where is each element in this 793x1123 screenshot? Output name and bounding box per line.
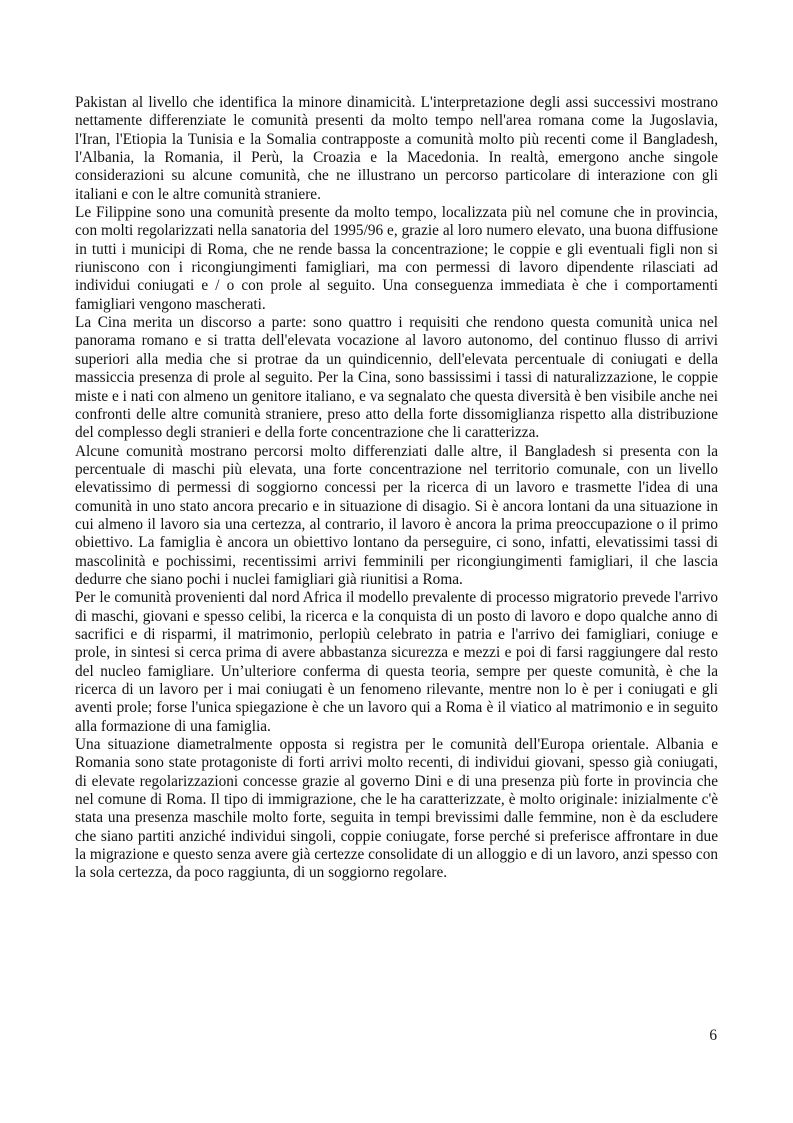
paragraph-bangladesh: Alcune comunità mostrano percorsi molto differenziati dalle altre, il Bangladesh si presenta con la percentuale di maschi più elevata, una forte concentrazione nel territorio comunale, con un livello elevatissimo di permessi di soggiorno concessi per la ricerca di un lavoro e trasmette l'idea di una comunità in uno stato ancora precario e in situazione di disagio. Si è ancora lontani da una situazione in cui almeno il lavoro sia una certezza, al contrario, il lavoro è ancora la prima preoccupazione o il primo obiettivo. La famiglia è ancora un obiettivo lontano da perseguire, ci sono, infatti, elevatissimi tassi di mascolinità e pochissimi, recentissimi arrivi femminili per ricongiungimenti famigliari, il che lascia dedurre che siano pochi i nuclei famigliari già riunitisi a Roma. [75,442,718,588]
paragraph-europa-orientale: Una situazione diametralmente opposta si registra per le comunità dell'Europa orientale. Albania e Romania sono state protagoniste di forti arrivi molto recenti, di individui giovani, spesso già coniugati, di elevate regolarizzazioni concesse grazie al governo Dini e di una presenza più forte in provincia che nel comune di Roma. Il tipo di immigrazione, che le ha caratterizzate, è molto originale: inizialmente c'è stata una presenza maschile molto forte, seguita in tempi brevissimi dalle femmine, non è da escludere che siano partiti anziché individui singoli, coppie coniugate, forse perché si preferisce affrontare in due la migrazione e questo senza avere già certezze consolidate di un alloggio e di un lavoro, anzi spesso con la sola certezza, da poco raggiunta, di un soggiorno regolare. [75,736,718,882]
page-number: 6 [709,1027,717,1044]
paragraph-cina: La Cina merita un discorso a parte: sono quattro i requisiti che rendono questa comunità unica nel panorama romano e si tratta dell'elevata vocazione al lavoro autonomo, del continuo flusso di arrivi superiori alla media che si protrae da un quindicennio, dell'elevata percentuale di coniugati e della massiccia presenza di prole al seguito. Per la Cina, sono bassissimi i tassi di naturalizzazione, le coppie miste e i nati con almeno un genitore italiano, e va segnalato che questa diversità è ben visibile anche nei confronti delle altre comunità straniere, preso atto della forte dissomiglianza rispetto alla distribuzione del complesso degli stranieri e della forte concentrazione che li caratterizza. [75,314,718,442]
paragraph-filippine: Le Filippine sono una comunità presente da molto tempo, localizzata più nel comune che in provincia, con molti regolarizzati nella sanatoria del 1995/96 e, grazie al loro numero elevato, una buona diffusione in tutti i municipi di Roma, che ne rende bassa la concentrazione; le coppie e gli eventuali figli non si riuniscono con i ricongiungimenti famigliari, ma con permessi di lavoro dipendente rilasciati ad individui coniugati e / o con prole al seguito. Una conseguenza immediata è che i comportamenti famigliari vengono mascherati. [75,204,718,313]
paragraph-pakistan-axes: Pakistan al livello che identifica la minore dinamicità. L'interpretazione degli assi successivi mostrano nettamente differenziate le comunità presenti da molto tempo nell'area romana come la Jugoslavia, l'Iran, l'Etiopia la Tunisia e la Somalia contrapposte a comunità molto più recenti come il Bangladesh, l'Albania, la Romania, il Perù, la Croazia e la Macedonia. In realtà, emergono anche singole considerazioni su alcune comunità, che ne illustrano un percorso particolare di interazione con gli italiani e con le altre comunità straniere. [75,94,718,203]
body-text [75,94,718,883]
paragraph-nord-africa: Per le comunità provenienti dal nord Africa il modello prevalente di processo migratorio prevede l'arrivo di maschi, giovani e spesso celibi, la ricerca e la conquista di un posto di lavoro e dopo qualche anno di sacrifici e di risparmi, il matrimonio, perlopiù celebrato in patria e l'arrivo dei famigliari, coniuge e prole, in sintesi si cerca prima di avere abbastanza sicurezza e mezzi e poi di farsi raggiungere dal resto del nucleo famigliare. Un’ulteriore conferma di questa teoria, sempre per queste comunità, è che la ricerca di un lavoro per i mai coniugati è un fenomeno rilevante, mentre non lo è per i coniugati e gli aventi prole; forse l'unica spiegazione è che un lavoro qui a Roma è il viatico al matrimonio e in seguito alla formazione di una famiglia. [75,589,718,735]
